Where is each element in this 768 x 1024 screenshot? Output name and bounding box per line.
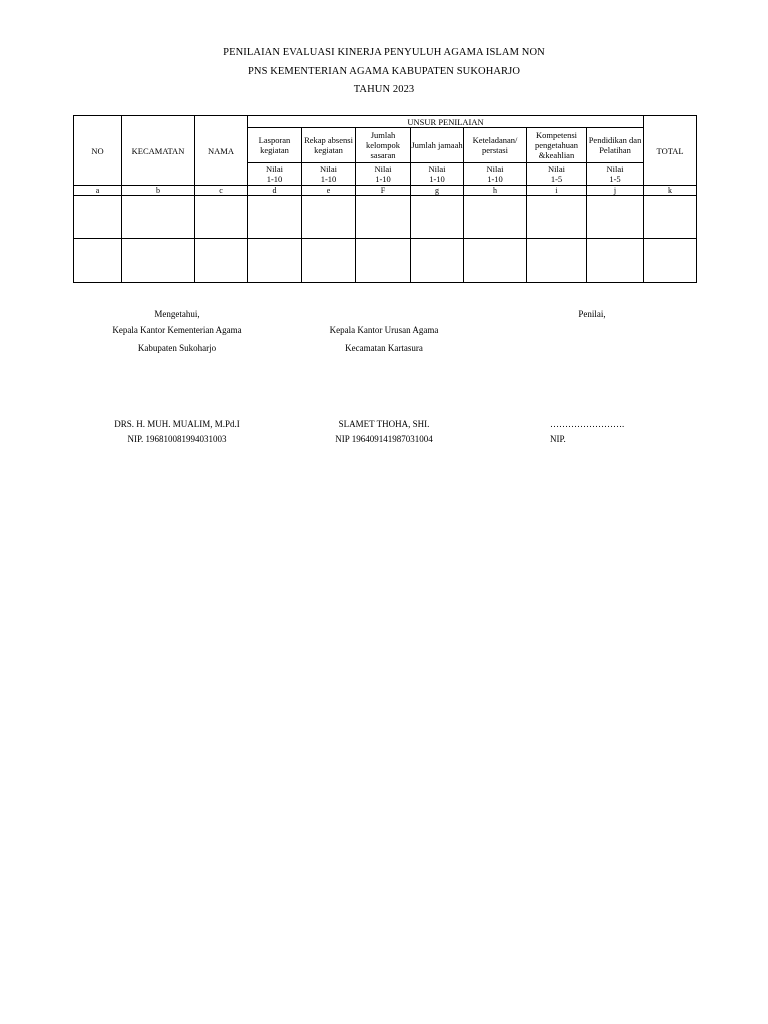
header-nama: NAMA xyxy=(195,116,248,186)
header-total: TOTAL xyxy=(644,116,697,186)
criterion-label: Rekap absensi kegiatan xyxy=(302,128,356,163)
criterion-scale: Nilai 1-10 xyxy=(248,163,302,186)
document-title-line3: TAHUN 2023 xyxy=(353,84,415,95)
criterion-label: Kompetensi pengetahuan &keahlian xyxy=(527,128,587,163)
middle-signer-office: Kecamatan Kartasura xyxy=(345,343,423,353)
middle-signer-nip: NIP 196409141987031004 xyxy=(335,434,433,444)
left-signer-office: Kabupaten Sukoharjo xyxy=(137,343,217,353)
criterion-label: Jumlah jamaah xyxy=(411,128,464,163)
criterion-scale: Nilai 1-5 xyxy=(527,163,587,186)
header-unsur-penilaian: UNSUR PENILAIAN xyxy=(248,116,644,128)
middle-signer-name: SLAMET THOHA, SHI. xyxy=(338,419,430,429)
criterion-label: Jumlah kelompok sasaran xyxy=(356,128,411,163)
header-kecamatan: KECAMATAN xyxy=(122,116,195,186)
document-title-line1: PENILAIAN EVALUASI KINERJA PENYULUH AGAMA ISLAM NON xyxy=(223,47,545,58)
left-signer-nip: NIP. 196810081994031003 xyxy=(127,434,227,444)
criterion-label: Pendidikan dan Pelatihan xyxy=(587,128,644,163)
column-code: e xyxy=(302,186,356,196)
column-code: k xyxy=(644,186,697,196)
header-no: NO xyxy=(74,116,122,186)
criterion-scale: Nilai 1-5 xyxy=(587,163,644,186)
criterion-label: Lasporan kegiatan xyxy=(248,128,302,163)
criterion-scale: Nilai 1-10 xyxy=(464,163,527,186)
criterion-scale: Nilai 1-10 xyxy=(302,163,356,186)
right-signer-nip: NIP. xyxy=(550,434,566,444)
column-code: g xyxy=(411,186,464,196)
column-code-row xyxy=(74,186,697,196)
column-code: a xyxy=(74,186,122,196)
mengetahui-label: Mengetahui, xyxy=(154,309,200,319)
middle-signer-title: Kepala Kantor Urusan Agama xyxy=(329,325,439,335)
criterion-scale: Nilai 1-10 xyxy=(356,163,411,186)
left-signer-title: Kepala Kantor Kementerian Agama xyxy=(112,325,242,335)
penilai-label: Penilai, xyxy=(578,309,606,319)
column-code: j xyxy=(587,186,644,196)
table-row xyxy=(74,196,697,239)
criterion-label: Keteladanan/ perstasi xyxy=(464,128,527,163)
criterion-scale: Nilai 1-10 xyxy=(411,163,464,186)
column-code: b xyxy=(122,186,195,196)
right-signer-name-placeholder: ……………………. xyxy=(550,419,625,429)
document-title-line2: PNS KEMENTERIAN AGAMA KABUPATEN SUKOHARJO xyxy=(247,66,521,77)
table-row xyxy=(74,239,697,283)
column-code: i xyxy=(527,186,587,196)
column-code: d xyxy=(248,186,302,196)
column-code: h xyxy=(464,186,527,196)
column-code: c xyxy=(195,186,248,196)
column-code: F xyxy=(356,186,411,196)
evaluation-table xyxy=(73,115,697,283)
left-signer-name: DRS. H. MUH. MUALIM, M.Pd.I xyxy=(114,419,240,429)
